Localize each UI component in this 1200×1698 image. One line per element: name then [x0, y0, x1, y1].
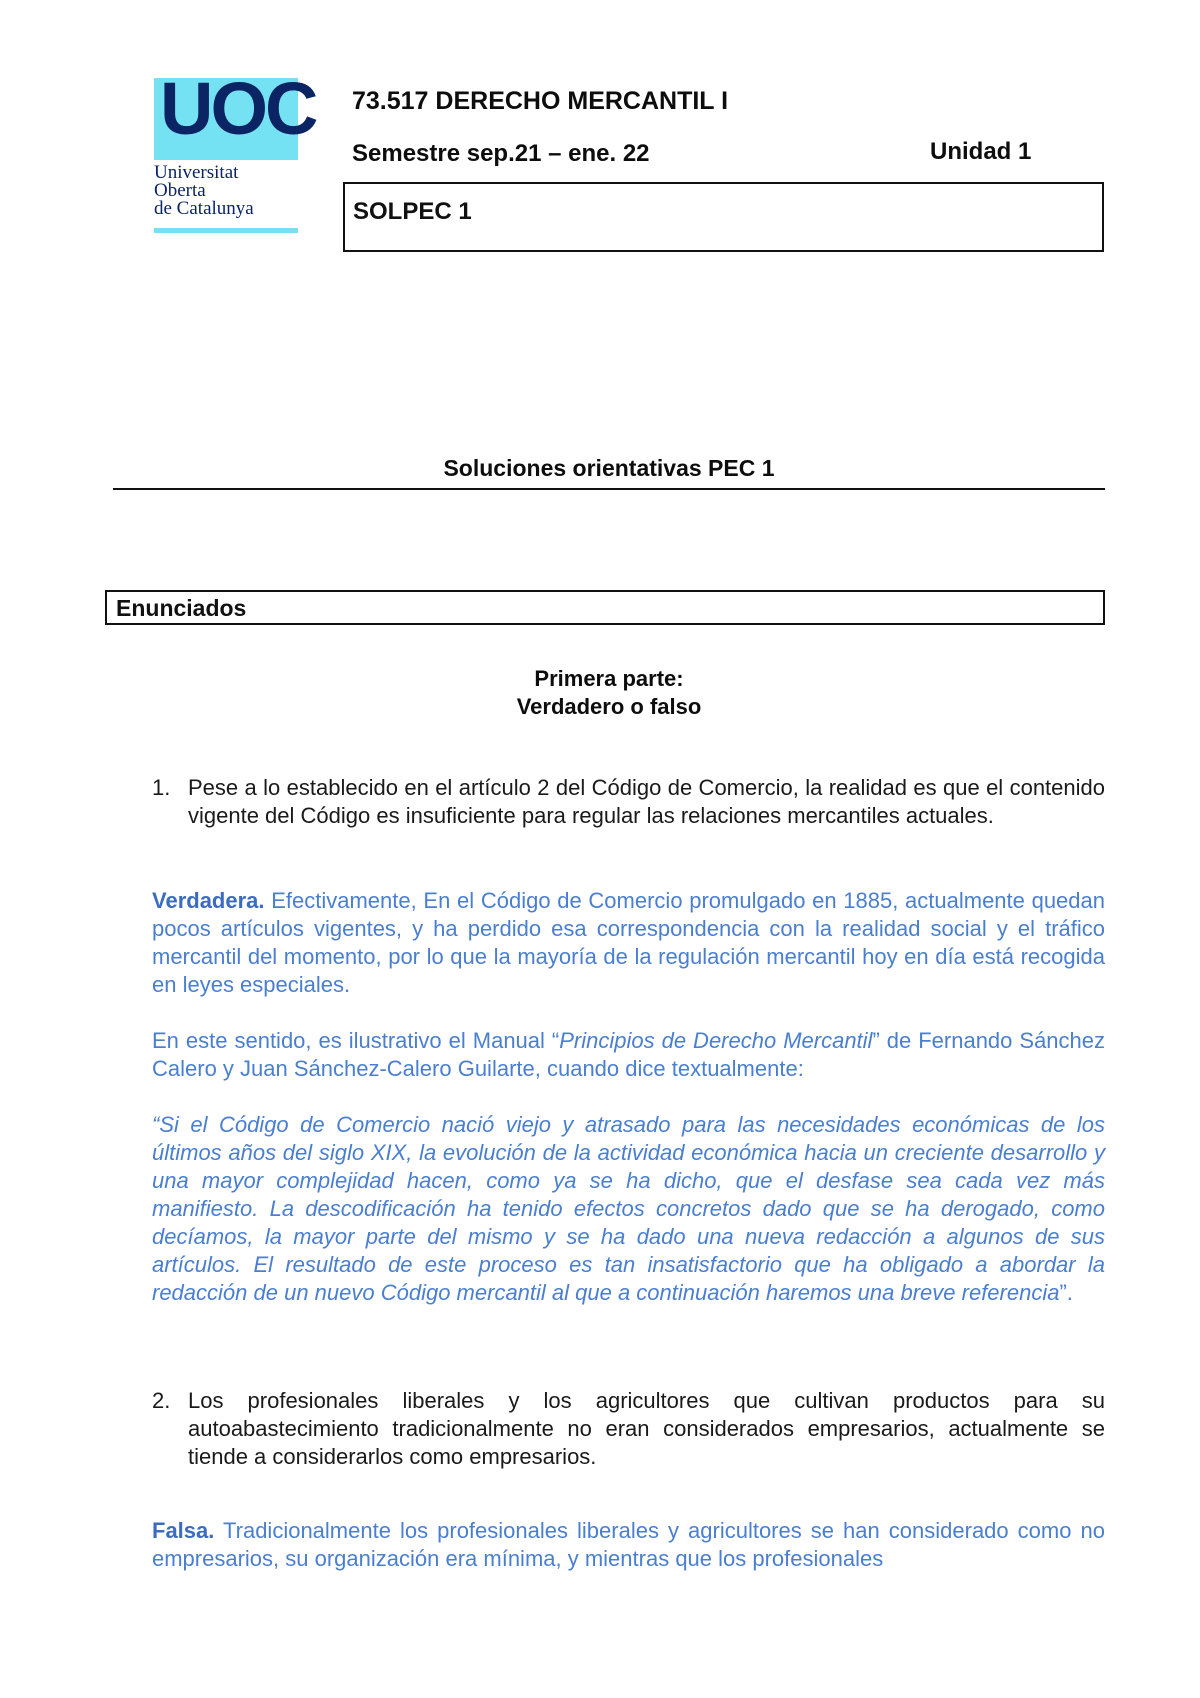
logo-name-line: de Catalunya: [154, 198, 254, 219]
logo-name-line: Universitat: [154, 162, 239, 183]
doc-code-box: [343, 182, 1104, 252]
quote-text: “Si el Código de Comercio nació viejo y atrasado para las necesidades económicas de los últimos años del siglo XIX, la evolución de la actividad económica hacia un creciente desarrollo y una mayor complejidad hacen, como ya se ha dicho, que el desfase sea cada vez más manifiesto. La descodificación ha tenido efectos concretos dado que se ha derogado, como decíamos, la mayor parte del mismo y se ha dado una nueva redacción a algunos de sus artículos. El resultado de este proceso es tan insatisfactorio que ha obligado a abordar la redacción de un nuevo Código mercantil al que a continuación haremos una breve referencia: [152, 1112, 1105, 1305]
verdict: Verdadera.: [152, 888, 265, 913]
logo-name-line: Oberta: [154, 180, 206, 201]
logo-underline: [154, 228, 298, 233]
question-number: 2.: [152, 1388, 171, 1413]
logo-letters: UOC: [160, 67, 316, 150]
title-divider: [113, 488, 1105, 490]
page-title: Soluciones orientativas PEC 1: [443, 455, 775, 481]
answer-1-paragraph: [152, 887, 1105, 999]
answer-text: Efectivamente, En el Código de Comercio promulgado en 1885, actualmente quedan pocos artículos vigentes, y ha perdido esa correspondencia con la realidad social y el tráfico mercantil del momento, por lo que la mayoría de la regulación mercantil hoy en día está recogida en leyes especiales.: [152, 888, 1105, 997]
answer-text: Tradicionalmente los profesionales liberales y agricultores se han considerado como no empresarios, su organización era mínima, y mientras que los profesionales: [152, 1518, 1105, 1571]
logo-name: [154, 164, 298, 218]
doc-code: SOLPEC 1: [353, 198, 472, 225]
book-title: Principios de Derecho Mercantil: [559, 1028, 873, 1053]
unit-label: Unidad 1: [930, 138, 1032, 165]
quote-end: ”.: [1059, 1280, 1073, 1305]
question-2: [152, 1387, 1105, 1471]
section-box: [105, 590, 1105, 625]
course-title: 73.517 DERECHO MERCANTIL I: [352, 87, 729, 115]
question-number: 1.: [152, 775, 171, 800]
question-text: Los profesionales liberales y los agricultores que cultivan productos para su autoabastecimiento tradicionalmente no eran considerados empresarios, actualmente se tiende a considerarlos como empresarios.: [188, 1388, 1105, 1469]
uoc-logo: [154, 67, 316, 233]
logo-block: [154, 67, 316, 160]
semester-label: Semestre sep.21 – ene. 22: [352, 140, 650, 167]
section-label: Enunciados: [116, 595, 247, 621]
answer-1-paragraph-2: [152, 1027, 1105, 1083]
answer-text: En este sentido, es ilustrativo el Manual “: [152, 1028, 560, 1053]
question-1: [152, 774, 1105, 830]
answer-text: ” de Fernando Sánchez Calero y Juan Sánchez-Calero Guilarte, cuando dice textualmente:: [152, 1028, 1106, 1081]
question-text: Pese a lo establecido en el artículo 2 del Código de Comercio, la realidad es que el contenido vigente del Código es insuficiente para regular las relaciones mercantiles actuales.: [188, 775, 1105, 828]
part-heading-1: Primera parte:: [534, 666, 684, 691]
verdict: Falsa.: [152, 1518, 215, 1543]
answer-1-quote: [152, 1111, 1105, 1307]
part-heading-2: Verdadero o falso: [516, 694, 702, 719]
answer-2-paragraph: [152, 1517, 1105, 1573]
